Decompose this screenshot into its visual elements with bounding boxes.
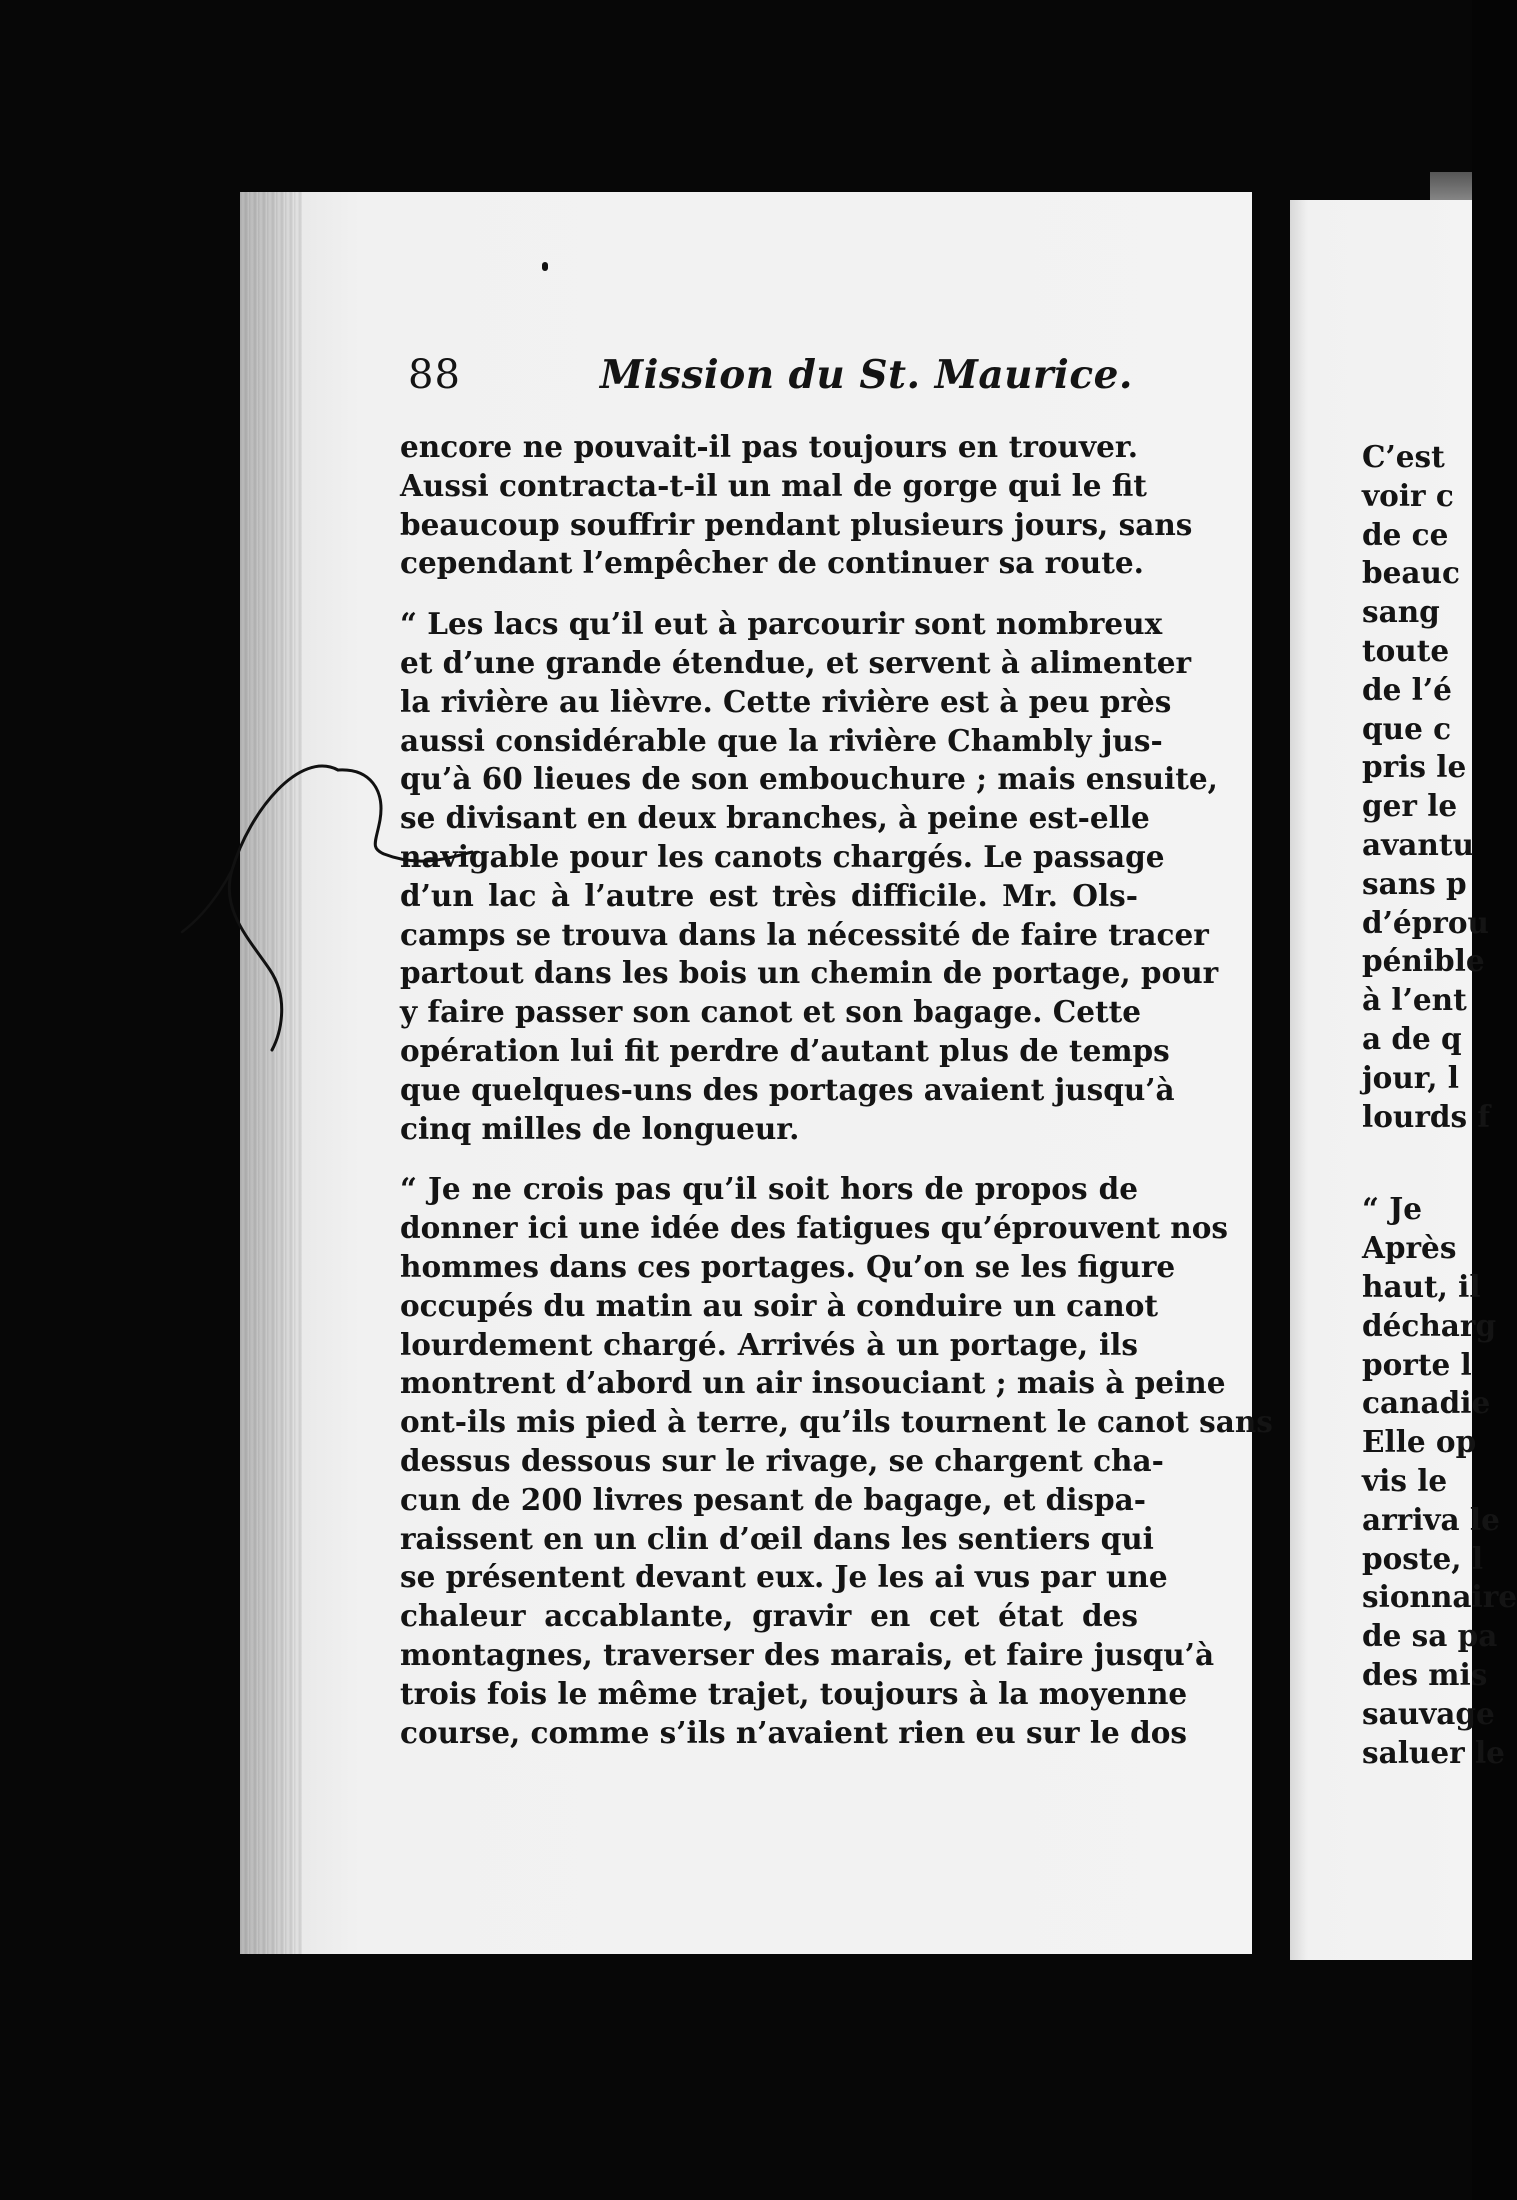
right-text-line: saluer le (1362, 1734, 1505, 1770)
text-line: aussi considérable que la rivière Chambly jus- (400, 722, 1163, 758)
right-text-line: pénible (1362, 943, 1485, 979)
right-text-line: jour, l (1362, 1059, 1459, 1095)
right-text-line: poste, l (1362, 1540, 1484, 1576)
text-line: camps se trouva dans la nécessité de faire tracer (400, 916, 1209, 952)
right-text-line: porte l (1362, 1346, 1472, 1382)
right-paragraph-top (1362, 438, 1502, 1136)
text-line: hommes dans ces portages. Qu’on se les figure (400, 1248, 1176, 1284)
right-page-text (1362, 438, 1517, 1772)
left-page (240, 192, 1273, 1954)
right-text-line: lourds f (1362, 1098, 1491, 1134)
text-line: cependant l’empêcher de continuer sa route. (400, 545, 1144, 581)
right-text-line: des mis (1362, 1656, 1488, 1692)
paragraph (400, 605, 1219, 1148)
text-line: Aussi contracta-t-il un mal de gorge qui le fit (400, 467, 1147, 503)
text-line: se divisant en deux branches, à peine est-elle (400, 800, 1150, 836)
right-text-line: de sa pa (1362, 1618, 1498, 1654)
text-line: opération lui fit perdre d’autant plus de temps (400, 1032, 1170, 1068)
text-line: qu’à 60 lieues de son embouchure ; mais ensuite, (400, 761, 1218, 797)
right-text-line: vis le (1362, 1462, 1448, 1498)
right-paragraph-bottom (1362, 1190, 1517, 1772)
text-line: raissent en un clin d’œil dans les sentiers qui (400, 1520, 1154, 1556)
text-line: navigable pour les canots chargés. Le passage (400, 838, 1165, 874)
right-text-line: “ Je (1362, 1191, 1422, 1227)
right-text-line: a de q (1362, 1020, 1462, 1056)
right-text-line: de ce (1362, 516, 1449, 552)
right-text-line: beauc (1362, 555, 1460, 591)
right-page-fragment (1290, 200, 1517, 1960)
right-text-line: C’est (1362, 439, 1445, 474)
right-text-line: que c (1362, 710, 1452, 746)
right-text-line: voir c (1362, 477, 1454, 513)
text-line: y faire passer son canot et son bagage. Cette (400, 994, 1142, 1030)
right-text-line: à l’ent (1362, 982, 1467, 1018)
text-line: “ Les lacs qu’il eut à parcourir sont nombreux (400, 606, 1163, 642)
right-text-line: ger le (1362, 788, 1458, 824)
text-line: cun de 200 livres pesant de bagage, et dispa- (400, 1481, 1147, 1517)
handwritten-pen-mark (180, 750, 480, 1060)
text-line: chaleur accablante, gravir en cet état des (400, 1598, 1138, 1634)
text-line: encore ne pouvait-il pas toujours en trouver. (400, 429, 1138, 464)
right-text-line: sang (1362, 594, 1440, 630)
right-text-line: avantu (1362, 826, 1474, 862)
right-text-line: de l’é (1362, 671, 1452, 707)
text-line: trois fois le même trajet, toujours à la moyenne (400, 1675, 1188, 1711)
text-line: cinq milles de longueur. (400, 1110, 800, 1146)
right-text-line: arriva le (1362, 1501, 1500, 1537)
right-text-line: haut, il (1362, 1268, 1481, 1304)
text-line: d’un lac à l’autre est très difficile. Mr. Ols- (400, 877, 1138, 913)
text-line: lourdement chargé. Arrivés à un portage, ils (400, 1326, 1138, 1362)
right-text-line: Elle op (1362, 1424, 1477, 1460)
text-line: dessus dessous sur le rivage, se chargent cha- (400, 1442, 1164, 1478)
text-line: partout dans les bois un chemin de portage, pour (400, 955, 1219, 991)
text-line: montrent d’abord un air insouciant ; mais à peine (400, 1365, 1226, 1401)
text-line: la rivière au lièvre. Cette rivière est à peu près (400, 683, 1172, 719)
text-line: donner ici une idée des fatigues qu’éprouvent nos (400, 1210, 1229, 1246)
ink-speck (542, 262, 548, 271)
right-text-line: pris le (1362, 749, 1467, 785)
right-text-line: sans p (1362, 865, 1467, 901)
paragraph (400, 428, 1193, 583)
text-line: se présentent devant eux. Je les ai vus par une (400, 1559, 1168, 1595)
text-line: “ Je ne crois pas qu’il soit hors de propos de (400, 1171, 1138, 1207)
binding-gutter (240, 192, 302, 1954)
text-line: et d’une grande étendue, et servent à alimenter (400, 644, 1192, 680)
text-line: occupés du matin au soir à conduire un canot (400, 1287, 1159, 1323)
right-text-line: Après (1362, 1230, 1457, 1266)
right-text-line: d’éprou (1362, 904, 1489, 940)
text-line: beaucoup souffrir pendant plusieurs jours, sans (400, 506, 1193, 542)
body-text (400, 428, 1273, 1752)
right-text-line: sauvage (1362, 1695, 1495, 1731)
right-text-line: toute (1362, 632, 1450, 668)
text-line: que quelques-uns des portages avaient jusqu’à (400, 1071, 1175, 1107)
right-text-line: décharg (1362, 1307, 1497, 1343)
right-text-line: canadie (1362, 1385, 1491, 1421)
paragraph (400, 1170, 1273, 1752)
page-number: 88 (408, 352, 461, 398)
right-text-line: sionnaire (1362, 1579, 1517, 1615)
text-line: course, comme s’ils n’avaient rien eu sur le dos (400, 1714, 1187, 1750)
text-line: montagnes, traverser des marais, et faire jusqu’à (400, 1636, 1215, 1672)
running-head: Mission du St. Maurice. (600, 352, 1133, 398)
text-line: ont-ils mis pied à terre, qu’ils tournent le canot sans (400, 1404, 1273, 1440)
